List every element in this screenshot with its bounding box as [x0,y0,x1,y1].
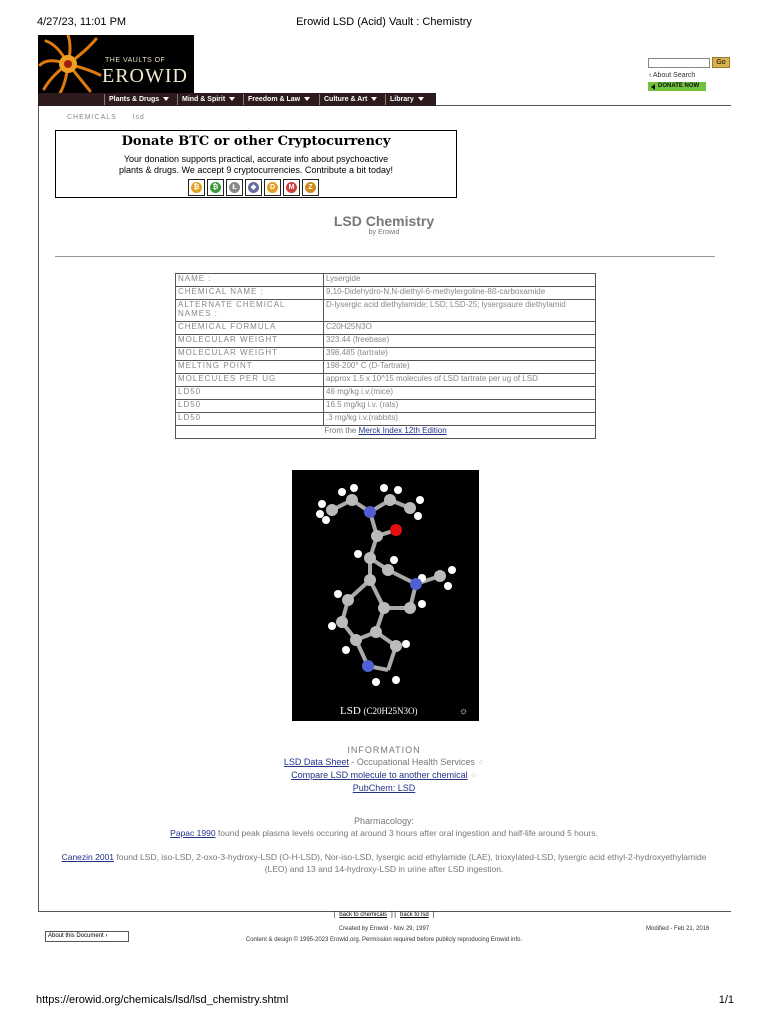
chevron-down-icon [163,97,169,101]
nav-library[interactable] [385,94,424,105]
table-row [176,322,596,335]
zcash-icon[interactable] [302,179,319,196]
nav-culture-art[interactable] [319,94,377,105]
nav-label: Culture & Art [324,96,368,103]
sparkle-icon: ⁘ [477,758,485,767]
lsd-molecule-image [292,470,479,721]
property-name: NAME : [176,274,324,287]
search-input[interactable] [648,58,710,68]
footer-links: [ back to chemicals ] [ back to lsd ] [333,912,435,918]
compare-molecule-link[interactable]: Compare LSD molecule to another chemical [291,770,468,780]
nav-plants-drugs[interactable] [104,94,169,105]
print-url: https://erowid.org/chemicals/lsd/lsd_chemistry.shtml [36,994,289,1006]
donate-now-button[interactable]: DONATE NOW [648,82,706,91]
chevron-down-icon [229,97,235,101]
litecoin-icon[interactable] [226,179,243,196]
donate-text [56,154,456,176]
paragraph-2-text: found LSD, iso-LSD, 2-oxo-3-hydroxy-LSD (O-H-LSD), Nor-iso-LSD, lysergic acid ethylamide (LAE), trioxylated-LSD, lysergic acid ethyl-2-hydroxyethylamide (LEO) and 13 and 14-hydroxy-LSD in urine after LSD ingestion. [114,852,707,874]
coin-glyph: D [267,182,278,193]
divider [55,256,715,257]
logo-name: EROWID [102,65,188,87]
nav-label: Freedom & Law [248,96,301,103]
coin-glyph: Ł [229,182,240,193]
property-value: 46 mg/kg i.v.(mice) [324,387,596,400]
table-row [176,335,596,348]
coin-glyph: M [286,182,297,193]
chemistry-table [175,273,596,439]
property-value: .3 mg/kg i.v.(rabbits) [324,413,596,426]
about-document-label: About this Document [48,933,104,939]
molecule-model-icon [292,470,479,700]
about-search-label: About Search [652,72,696,79]
info-row-2 [0,769,768,782]
chevron-down-icon [304,97,310,101]
go-button[interactable]: Go [712,57,730,68]
page-title: LSD Chemistry [333,213,435,229]
donate-line-1: Your donation supports practical, accurate info about psychoactive [123,154,389,164]
lsd-data-sheet-link[interactable]: LSD Data Sheet [283,757,349,767]
property-value: D-lysergic acid diethylamide; LSD; LSD-25; lysergsaure diethylamid [324,300,596,322]
erowid-logo[interactable] [38,35,194,94]
divider [436,105,731,106]
merck-index-link[interactable]: Merck Index 12th Edition [358,426,447,435]
property-value: C20H25N3O [324,322,596,335]
nav-label: Library [390,96,414,103]
property-value: 398.485 (tartrate) [324,348,596,361]
property-value: approx 1.5 x 10^15 molecules of LSD tartrate per ug of LSD [324,374,596,387]
info-links [0,756,768,794]
back-to-lsd-link[interactable]: back to lsd [400,912,429,918]
molecule-name: LSD [340,705,361,717]
back-to-chemicals-link[interactable]: back to chemicals [339,912,387,918]
chevron-down-icon [418,97,424,101]
info-row-1 [0,756,768,769]
pharmacology-paragraph-2 [60,851,708,875]
coin-glyph: ₿ [191,182,202,193]
about-document-button[interactable]: About this Document › [45,931,129,942]
nav-label: Mind & Spirit [182,96,226,103]
coin-glyph: ₿ [210,182,221,193]
monero-icon[interactable] [283,179,300,196]
bitcoin-cash-icon[interactable] [188,179,205,196]
molecule-label [340,705,418,717]
table-row [176,361,596,374]
info-title: INFORMATION [347,745,421,755]
property-value: Lysergide [324,274,596,287]
property-name: CHEMICAL FORMULA [176,322,324,335]
table-row [176,300,596,322]
property-name: MOLECULAR WEIGHT [176,335,324,348]
print-page: 1/1 [718,994,734,1006]
nav-freedom-law[interactable] [243,94,310,105]
copyright: Content & design © 1995-2023 Erowid.org. Permission required before publicly reproducing Erowid info. [245,937,523,943]
print-datetime: 4/27/23, 11:01 PM [37,16,127,28]
property-name: MELTING POINT [176,361,324,374]
info-link1-suffix: - Occupational Health Services [348,757,475,767]
info-row-3 [0,782,768,794]
canezin-2001-link[interactable]: Canezin 2001 [61,852,115,862]
dash-icon[interactable] [264,179,281,196]
donate-box[interactable] [55,130,457,198]
table-row [176,387,596,400]
pubchem-link[interactable]: PubChem: LSD [352,783,416,793]
print-doc-title: Erowid LSD (Acid) Vault : Chemistry [296,16,472,28]
chevron-down-icon [371,97,377,101]
table-row [176,413,596,426]
logo-super: THE VAULTS OF [105,57,166,64]
sun-logo-icon [38,35,102,94]
property-value: 198-200° C (D-Tartrate) [324,361,596,374]
sun-icon: ☼ [459,706,469,717]
source-prefix: From the [324,426,357,435]
table-row [176,274,596,287]
source-cell [176,426,596,439]
main-nav [38,93,436,106]
property-name: LD50 [176,413,324,426]
molecule-formula: (C20H25N3O) [363,706,418,716]
property-name: ALTERNATE CHEMICAL NAMES : [176,300,324,322]
table-row [176,287,596,300]
donate-line-2: plants & drugs. We accept 9 cryptocurrencies. Contribute a bit today! [119,165,393,175]
pharmacology-paragraph-1 [60,827,708,839]
nav-label: Plants & Drugs [109,96,160,103]
table-row [176,374,596,387]
table-row [176,348,596,361]
ethereum-icon[interactable] [245,179,262,196]
pharmacology-heading: Pharmacology: [353,816,415,826]
table-row [176,400,596,413]
property-value: 16.5 mg/kg i.v. (rats) [324,400,596,413]
paragraph-1-text: found peak plasma levels occuring at around 3 hours after oral ingestion and half-life around 5 hours. [215,828,598,838]
papac-1990-link[interactable]: Papac 1990 [170,828,216,838]
bitcoin-icon[interactable] [207,179,224,196]
by-line: by Erowid [368,229,400,236]
coin-glyph: Z [305,182,316,193]
property-name: MOLECULAR WEIGHT [176,348,324,361]
breadcrumb-lsd[interactable]: lsd [132,114,145,121]
donate-heading: Donate BTC or other Cryptocurrency [121,134,391,149]
breadcrumb [67,114,145,121]
coin-glyph: ◆ [248,182,259,193]
breadcrumb-chemicals[interactable]: CHEMICALS [67,114,117,121]
property-value: 323.44 (freebase) [324,335,596,348]
about-search-link[interactable]: ‹ About Search [649,72,696,79]
property-value: 9,10-Didehydro-N,N-diethyl-6-methylergoline-8ß-carboxamide [324,287,596,300]
sparkle-icon: ⁘ [470,771,477,780]
source-row [176,426,596,439]
property-name: CHEMICAL NAME : [176,287,324,300]
property-name: LD50 [176,400,324,413]
nav-mind-spirit[interactable] [177,94,235,105]
modified-date: Modified - Feb 21, 2016 [646,926,710,932]
property-name: MOLECULES PER UG [176,374,324,387]
created-by: Created by Erowid - Nov 29, 1997 [338,926,430,932]
property-name: LD50 [176,387,324,400]
